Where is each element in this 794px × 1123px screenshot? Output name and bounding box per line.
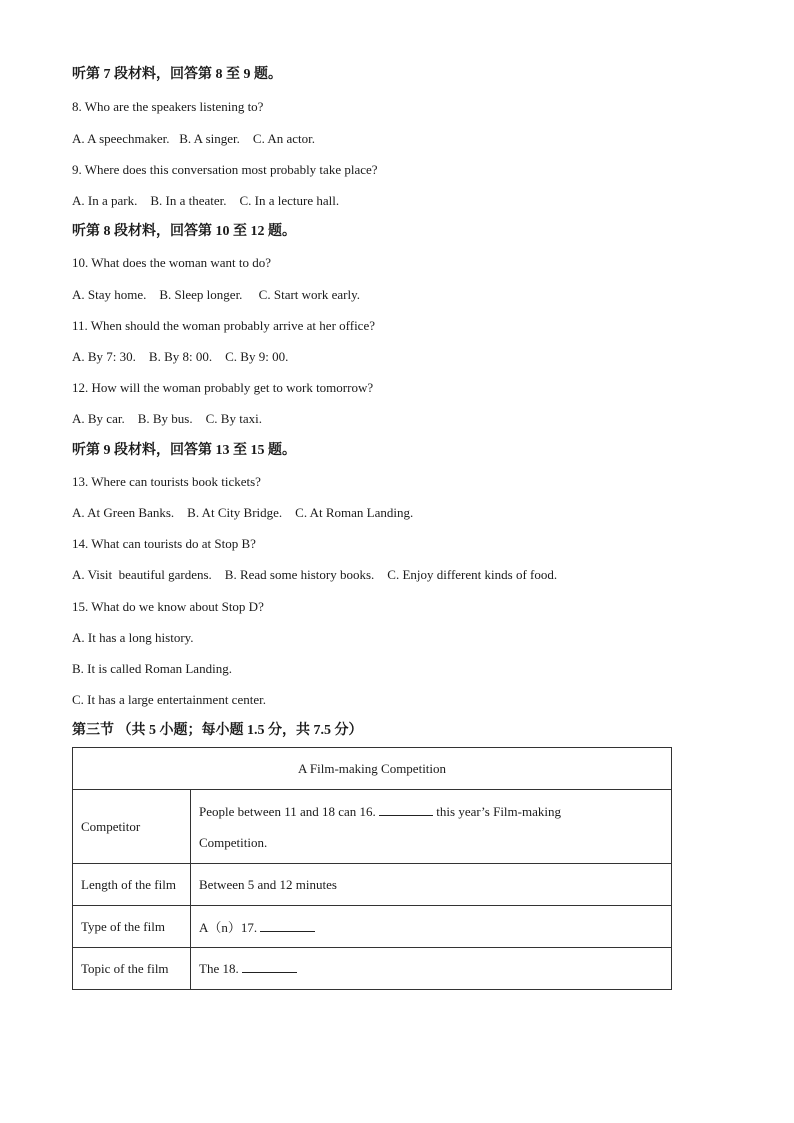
answer-blank-18[interactable] [242, 960, 297, 973]
row-value-competitor [191, 790, 672, 864]
section-heading-8: 听第 8 段材料，回答第 10 至 12 题。 [72, 224, 296, 239]
question-8-options: A. A speechmaker. B. A singer. C. An actor. [72, 131, 316, 146]
question-8: 8. Who are the speakers listening to? [72, 99, 264, 114]
question-15-option-b: B. It is called Roman Landing. [72, 661, 232, 676]
competitor-text-after: this year’s Film-making [436, 803, 561, 819]
question-10: 10. What does the woman want to do? [72, 255, 272, 270]
table-row [73, 790, 672, 864]
table-row [73, 906, 672, 948]
question-15-option-a: A. It has a long history. [72, 630, 194, 645]
table-title: A Film-making Competition [73, 748, 672, 790]
row-label-topic: Topic of the film [73, 948, 191, 990]
answer-blank-16[interactable] [379, 803, 433, 816]
answer-blank-17[interactable] [260, 919, 315, 932]
competitor-text-before: People between 11 and 18 can 16. [199, 803, 376, 819]
row-value-topic [191, 948, 672, 990]
row-label-length: Length of the film [73, 864, 191, 906]
type-text: A（n）17. [199, 920, 258, 935]
row-value-type [191, 906, 672, 948]
question-13-options: A. At Green Banks. B. At City Bridge. C. At Roman Landing. [72, 505, 414, 520]
section-heading-7: 听第 7 段材料，回答第 8 至 9 题。 [72, 67, 282, 82]
table-row [73, 948, 672, 990]
row-label-competitor: Competitor [73, 790, 191, 864]
question-15-option-c: C. It has a large entertainment center. [72, 692, 266, 707]
question-12-options: A. By car. B. By bus. C. By taxi. [72, 411, 262, 426]
question-11: 11. When should the woman probably arrive at her office? [72, 318, 375, 333]
topic-text: The 18. [199, 961, 239, 976]
question-10-options: A. Stay home. B. Sleep longer. C. Start work early. [72, 287, 361, 302]
question-15: 15. What do we know about Stop D? [72, 599, 264, 614]
section-heading-9: 听第 9 段材料，回答第 13 至 15 题。 [72, 443, 296, 458]
competition-table [72, 747, 672, 990]
table-row [73, 864, 672, 906]
part-three-heading: 第三节 （共 5 小题；每小题 1.5 分，共 7.5 分） [72, 723, 363, 738]
question-11-options: A. By 7: 30. B. By 8: 00. C. By 9: 00. [72, 349, 289, 364]
question-9: 9. Where does this conversation most probably take place? [72, 162, 378, 177]
table-title-row [73, 748, 672, 790]
question-14-options: A. Visit beautiful gardens. B. Read some history books. C. Enjoy different kinds of food. [72, 567, 558, 582]
question-14: 14. What can tourists do at Stop B? [72, 536, 256, 551]
row-value-length: Between 5 and 12 minutes [191, 864, 672, 906]
question-12: 12. How will the woman probably get to work tomorrow? [72, 380, 374, 395]
competitor-text-line2: Competition. [199, 834, 268, 850]
row-label-type: Type of the film [73, 906, 191, 948]
question-13: 13. Where can tourists book tickets? [72, 474, 261, 489]
question-9-options: A. In a park. B. In a theater. C. In a lecture hall. [72, 193, 340, 208]
